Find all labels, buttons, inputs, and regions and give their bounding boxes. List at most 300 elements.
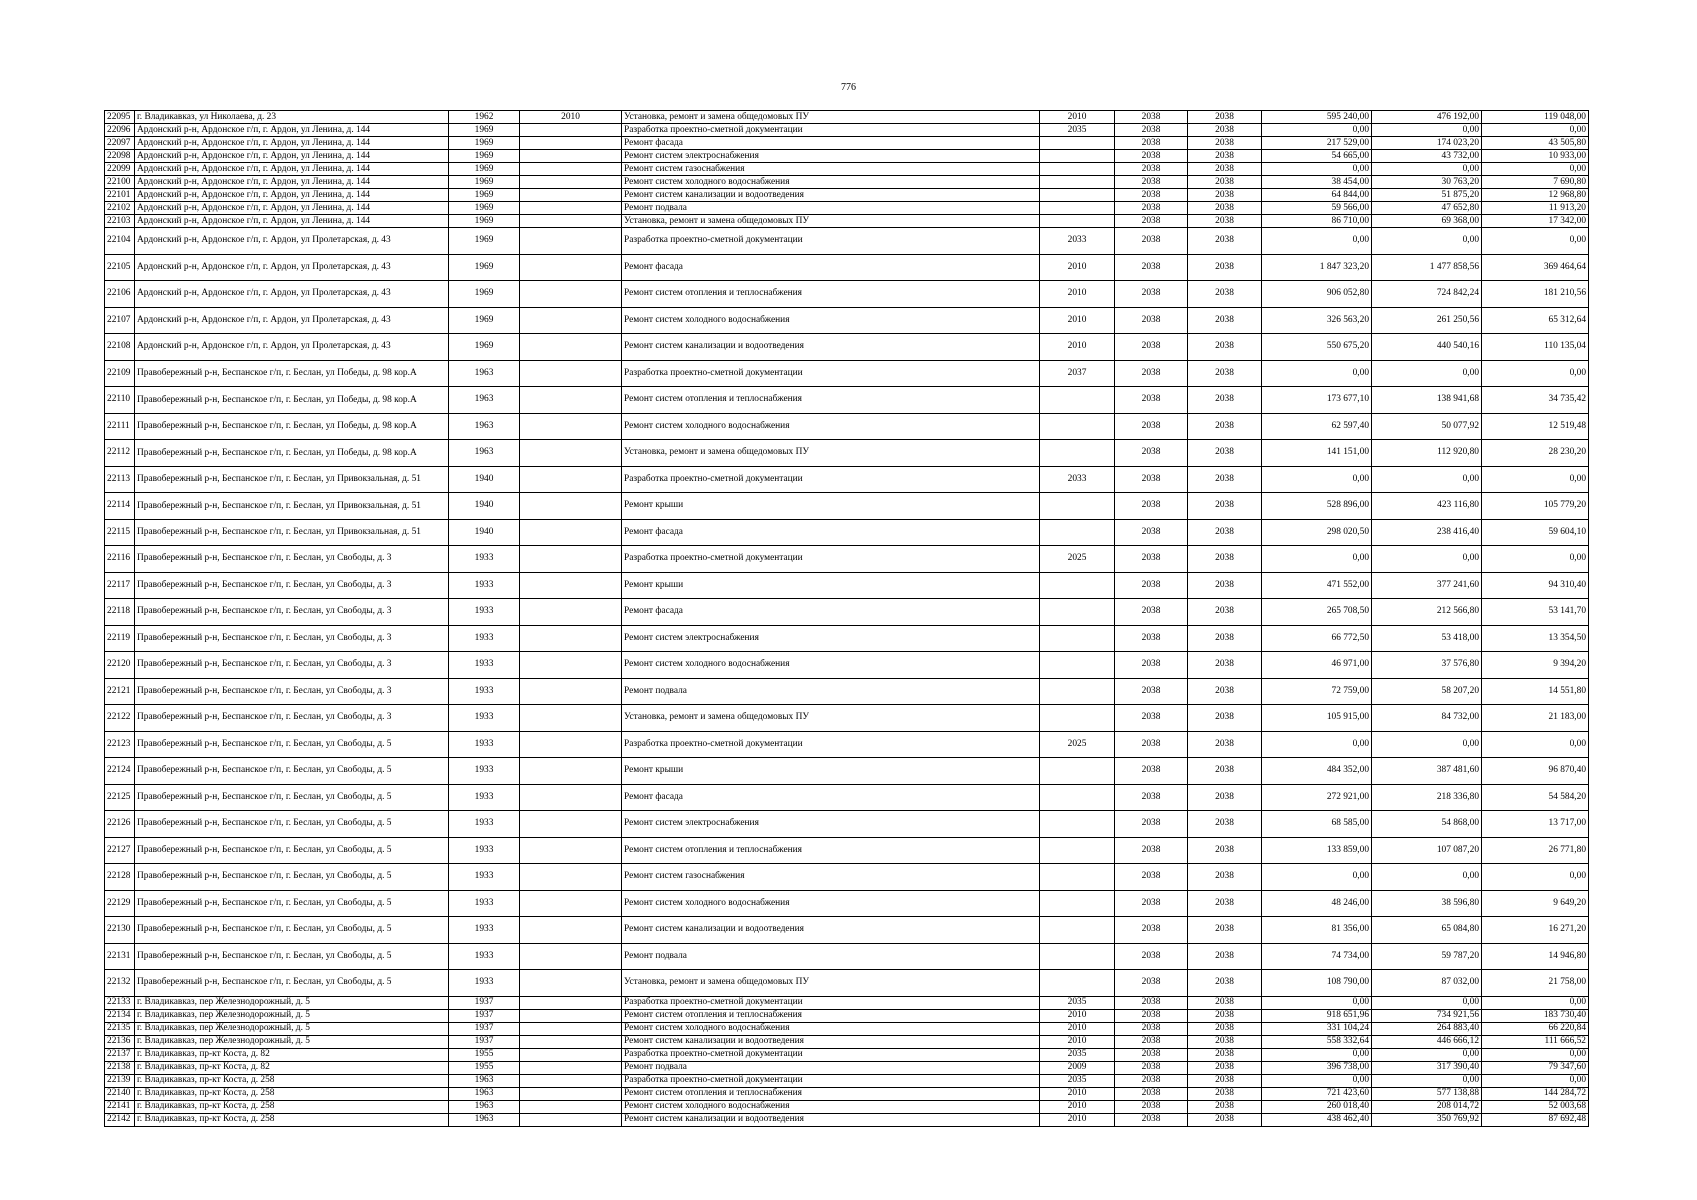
work-type-cell: Ремонт подвала [622, 1061, 1040, 1074]
planned-start-year-cell: 2038 [1115, 1061, 1188, 1074]
last-repair-year-cell [1040, 413, 1115, 440]
planned-end-year-cell: 2038 [1188, 572, 1262, 599]
work-type-cell: Разработка проектно-сметной документации [622, 124, 1040, 137]
planned-start-year-cell: 2038 [1115, 652, 1188, 679]
page-number: 776 [841, 82, 856, 93]
planned-start-year-cell: 2038 [1115, 864, 1188, 891]
fund-cost-cell: 174 023,20 [1372, 137, 1482, 150]
row-id-cell: 22112 [105, 440, 135, 467]
table-row [105, 493, 1589, 520]
commissioning-year-cell [520, 176, 622, 189]
total-cost-cell: 141 151,00 [1262, 440, 1372, 467]
total-cost-cell: 326 563,20 [1262, 307, 1372, 334]
planned-end-year-cell: 2038 [1188, 1074, 1262, 1087]
last-repair-year-cell [1040, 176, 1115, 189]
planned-end-year-cell: 2038 [1188, 943, 1262, 970]
address-cell: Правобережный р-н, Беспанское г/п, г. Беслан, ул Свободы, д. 3 [135, 572, 449, 599]
table-row [105, 124, 1589, 137]
commissioning-year-cell [520, 493, 622, 520]
last-repair-year-cell [1040, 150, 1115, 163]
total-cost-cell: 558 332,64 [1262, 1035, 1372, 1048]
fund-cost-cell: 377 241,60 [1372, 572, 1482, 599]
row-id-cell: 22100 [105, 176, 135, 189]
owners-cost-cell: 11 913,20 [1482, 202, 1589, 215]
owners-cost-cell: 0,00 [1482, 731, 1589, 758]
total-cost-cell: 105 915,00 [1262, 705, 1372, 732]
last-repair-year-cell [1040, 837, 1115, 864]
row-id-cell: 22136 [105, 1035, 135, 1048]
fund-cost-cell: 446 666,12 [1372, 1035, 1482, 1048]
commissioning-year-cell [520, 917, 622, 944]
address-cell: Правобережный р-н, Беспанское г/п, г. Беслан, ул Свободы, д. 3 [135, 652, 449, 679]
address-cell: Ардонский р-н, Ардонское г/п, г. Ардон, ул Ленина, д. 144 [135, 124, 449, 137]
owners-cost-cell: 10 933,00 [1482, 150, 1589, 163]
planned-end-year-cell: 2038 [1188, 1061, 1262, 1074]
build-year-cell: 1963 [449, 1113, 520, 1126]
total-cost-cell: 66 772,50 [1262, 625, 1372, 652]
work-type-cell: Ремонт систем отопления и теплоснабжения [622, 387, 1040, 414]
owners-cost-cell: 105 779,20 [1482, 493, 1589, 520]
table-row [105, 360, 1589, 387]
planned-end-year-cell: 2038 [1188, 864, 1262, 891]
fund-cost-cell: 724 842,24 [1372, 281, 1482, 308]
address-cell: г. Владикавказ, ул Николаева, д. 23 [135, 111, 449, 124]
last-repair-year-cell [1040, 440, 1115, 467]
commissioning-year-cell [520, 811, 622, 838]
commissioning-year-cell [520, 996, 622, 1009]
build-year-cell: 1933 [449, 572, 520, 599]
build-year-cell: 1963 [449, 387, 520, 414]
table-row [105, 864, 1589, 891]
work-type-cell: Ремонт систем отопления и теплоснабжения [622, 837, 1040, 864]
fund-cost-cell: 264 883,40 [1372, 1022, 1482, 1035]
address-cell: Ардонский р-н, Ардонское г/п, г. Ардон, ул Пролетарская, д. 43 [135, 334, 449, 361]
row-id-cell: 22123 [105, 731, 135, 758]
planned-end-year-cell: 2038 [1188, 996, 1262, 1009]
row-id-cell: 22117 [105, 572, 135, 599]
total-cost-cell: 331 104,24 [1262, 1022, 1372, 1035]
planned-start-year-cell: 2038 [1115, 111, 1188, 124]
planned-start-year-cell: 2038 [1115, 1035, 1188, 1048]
owners-cost-cell: 0,00 [1482, 163, 1589, 176]
table-row [105, 996, 1589, 1009]
commissioning-year-cell [520, 784, 622, 811]
row-id-cell: 22095 [105, 111, 135, 124]
total-cost-cell: 0,00 [1262, 1048, 1372, 1061]
planned-start-year-cell: 2038 [1115, 387, 1188, 414]
fund-cost-cell: 734 921,56 [1372, 1009, 1482, 1022]
fund-cost-cell: 387 481,60 [1372, 758, 1482, 785]
planned-end-year-cell: 2038 [1188, 124, 1262, 137]
row-id-cell: 22097 [105, 137, 135, 150]
table-row [105, 731, 1589, 758]
last-repair-year-cell [1040, 943, 1115, 970]
owners-cost-cell: 96 870,40 [1482, 758, 1589, 785]
owners-cost-cell: 0,00 [1482, 228, 1589, 255]
owners-cost-cell: 369 464,64 [1482, 254, 1589, 281]
address-cell: Правобережный р-н, Беспанское г/п, г. Беслан, ул Победы, д. 98 кор.А [135, 387, 449, 414]
address-cell: Правобережный р-н, Беспанское г/п, г. Беслан, ул Свободы, д. 3 [135, 599, 449, 626]
planned-end-year-cell: 2038 [1188, 228, 1262, 255]
planned-end-year-cell: 2038 [1188, 546, 1262, 573]
table-row [105, 758, 1589, 785]
table-row [105, 917, 1589, 944]
address-cell: г. Владикавказ, пр-кт Коста, д. 258 [135, 1100, 449, 1113]
work-type-cell: Установка, ремонт и замена общедомовых ПУ [622, 215, 1040, 228]
commissioning-year-cell [520, 254, 622, 281]
build-year-cell: 1962 [449, 111, 520, 124]
table-row [105, 943, 1589, 970]
commissioning-year-cell: 2010 [520, 111, 622, 124]
address-cell: Ардонский р-н, Ардонское г/п, г. Ардон, ул Ленина, д. 144 [135, 202, 449, 215]
planned-start-year-cell: 2038 [1115, 1009, 1188, 1022]
fund-cost-cell: 440 540,16 [1372, 334, 1482, 361]
owners-cost-cell: 34 735,42 [1482, 387, 1589, 414]
work-type-cell: Ремонт систем холодного водоснабжения [622, 890, 1040, 917]
planned-end-year-cell: 2038 [1188, 387, 1262, 414]
last-repair-year-cell [1040, 705, 1115, 732]
owners-cost-cell: 12 519,48 [1482, 413, 1589, 440]
owners-cost-cell: 0,00 [1482, 124, 1589, 137]
commissioning-year-cell [520, 1100, 622, 1113]
fund-cost-cell: 0,00 [1372, 360, 1482, 387]
commissioning-year-cell [520, 440, 622, 467]
planned-end-year-cell: 2038 [1188, 599, 1262, 626]
owners-cost-cell: 28 230,20 [1482, 440, 1589, 467]
owners-cost-cell: 119 048,00 [1482, 111, 1589, 124]
planned-end-year-cell: 2038 [1188, 731, 1262, 758]
total-cost-cell: 217 529,00 [1262, 137, 1372, 150]
planned-start-year-cell: 2038 [1115, 625, 1188, 652]
commissioning-year-cell [520, 1074, 622, 1087]
address-cell: г. Владикавказ, пер Железнодорожный, д. 5 [135, 1022, 449, 1035]
table-row [105, 519, 1589, 546]
address-cell: г. Владикавказ, пер Железнодорожный, д. 5 [135, 996, 449, 1009]
row-id-cell: 22126 [105, 811, 135, 838]
build-year-cell: 1933 [449, 599, 520, 626]
row-id-cell: 22124 [105, 758, 135, 785]
planned-start-year-cell: 2038 [1115, 811, 1188, 838]
row-id-cell: 22113 [105, 466, 135, 493]
owners-cost-cell: 94 310,40 [1482, 572, 1589, 599]
build-year-cell: 1940 [449, 519, 520, 546]
fund-cost-cell: 0,00 [1372, 1074, 1482, 1087]
planned-start-year-cell: 2038 [1115, 189, 1188, 202]
planned-end-year-cell: 2038 [1188, 837, 1262, 864]
planned-start-year-cell: 2038 [1115, 837, 1188, 864]
total-cost-cell: 173 677,10 [1262, 387, 1372, 414]
work-type-cell: Ремонт фасада [622, 519, 1040, 546]
work-type-cell: Ремонт систем холодного водоснабжения [622, 413, 1040, 440]
build-year-cell: 1933 [449, 678, 520, 705]
planned-start-year-cell: 2038 [1115, 678, 1188, 705]
commissioning-year-cell [520, 864, 622, 891]
fund-cost-cell: 238 416,40 [1372, 519, 1482, 546]
build-year-cell: 1969 [449, 150, 520, 163]
work-type-cell: Ремонт крыши [622, 493, 1040, 520]
work-type-cell: Ремонт систем канализации и водоотведения [622, 334, 1040, 361]
planned-start-year-cell: 2038 [1115, 943, 1188, 970]
work-type-cell: Ремонт фасада [622, 137, 1040, 150]
row-id-cell: 22131 [105, 943, 135, 970]
planned-start-year-cell: 2038 [1115, 254, 1188, 281]
total-cost-cell: 68 585,00 [1262, 811, 1372, 838]
table-row [105, 652, 1589, 679]
total-cost-cell: 38 454,00 [1262, 176, 1372, 189]
owners-cost-cell: 183 730,40 [1482, 1009, 1589, 1022]
build-year-cell: 1969 [449, 176, 520, 189]
table-row [105, 307, 1589, 334]
table-row [105, 440, 1589, 467]
planned-end-year-cell: 2038 [1188, 202, 1262, 215]
total-cost-cell: 64 844,00 [1262, 189, 1372, 202]
planned-start-year-cell: 2038 [1115, 176, 1188, 189]
row-id-cell: 22107 [105, 307, 135, 334]
planned-start-year-cell: 2038 [1115, 466, 1188, 493]
fund-cost-cell: 0,00 [1372, 1048, 1482, 1061]
row-id-cell: 22125 [105, 784, 135, 811]
table-row [105, 466, 1589, 493]
last-repair-year-cell [1040, 572, 1115, 599]
fund-cost-cell: 37 576,80 [1372, 652, 1482, 679]
table-row [105, 811, 1589, 838]
fund-cost-cell: 0,00 [1372, 466, 1482, 493]
planned-start-year-cell: 2038 [1115, 784, 1188, 811]
total-cost-cell: 0,00 [1262, 360, 1372, 387]
planned-end-year-cell: 2038 [1188, 360, 1262, 387]
address-cell: Ардонский р-н, Ардонское г/п, г. Ардон, ул Пролетарская, д. 43 [135, 281, 449, 308]
build-year-cell: 1933 [449, 731, 520, 758]
build-year-cell: 1969 [449, 334, 520, 361]
fund-cost-cell: 107 087,20 [1372, 837, 1482, 864]
table-row [105, 413, 1589, 440]
commissioning-year-cell [520, 625, 622, 652]
address-cell: Правобережный р-н, Беспанское г/п, г. Беслан, ул Свободы, д. 3 [135, 705, 449, 732]
last-repair-year-cell: 2010 [1040, 1087, 1115, 1100]
fund-cost-cell: 65 084,80 [1372, 917, 1482, 944]
owners-cost-cell: 0,00 [1482, 1074, 1589, 1087]
table-row [105, 281, 1589, 308]
fund-cost-cell: 350 769,92 [1372, 1113, 1482, 1126]
build-year-cell: 1937 [449, 1009, 520, 1022]
commissioning-year-cell [520, 1061, 622, 1074]
table-row [105, 334, 1589, 361]
table-row [105, 705, 1589, 732]
address-cell: Правобережный р-н, Беспанское г/п, г. Беслан, ул Свободы, д. 5 [135, 970, 449, 997]
last-repair-year-cell: 2037 [1040, 360, 1115, 387]
owners-cost-cell: 43 505,80 [1482, 137, 1589, 150]
work-type-cell: Ремонт систем канализации и водоотведения [622, 1035, 1040, 1048]
build-year-cell: 1937 [449, 1035, 520, 1048]
last-repair-year-cell [1040, 599, 1115, 626]
fund-cost-cell: 0,00 [1372, 996, 1482, 1009]
total-cost-cell: 0,00 [1262, 546, 1372, 573]
last-repair-year-cell: 2010 [1040, 281, 1115, 308]
work-type-cell: Разработка проектно-сметной документации [622, 546, 1040, 573]
row-id-cell: 22141 [105, 1100, 135, 1113]
commissioning-year-cell [520, 1022, 622, 1035]
work-type-cell: Ремонт систем отопления и теплоснабжения [622, 1009, 1040, 1022]
commissioning-year-cell [520, 189, 622, 202]
commissioning-year-cell [520, 678, 622, 705]
table-row [105, 1100, 1589, 1113]
row-id-cell: 22121 [105, 678, 135, 705]
planned-end-year-cell: 2038 [1188, 678, 1262, 705]
row-id-cell: 22119 [105, 625, 135, 652]
last-repair-year-cell: 2033 [1040, 228, 1115, 255]
total-cost-cell: 298 020,50 [1262, 519, 1372, 546]
commissioning-year-cell [520, 387, 622, 414]
total-cost-cell: 260 018,40 [1262, 1100, 1372, 1113]
commissioning-year-cell [520, 1035, 622, 1048]
address-cell: Ардонский р-н, Ардонское г/п, г. Ардон, ул Пролетарская, д. 43 [135, 307, 449, 334]
commissioning-year-cell [520, 546, 622, 573]
last-repair-year-cell: 2025 [1040, 546, 1115, 573]
work-type-cell: Ремонт крыши [622, 572, 1040, 599]
planned-end-year-cell: 2038 [1188, 307, 1262, 334]
last-repair-year-cell: 2035 [1040, 124, 1115, 137]
owners-cost-cell: 16 271,20 [1482, 917, 1589, 944]
last-repair-year-cell [1040, 917, 1115, 944]
table-row [105, 572, 1589, 599]
fund-cost-cell: 261 250,56 [1372, 307, 1482, 334]
total-cost-cell: 0,00 [1262, 1074, 1372, 1087]
last-repair-year-cell: 2033 [1040, 466, 1115, 493]
work-type-cell: Ремонт подвала [622, 678, 1040, 705]
commissioning-year-cell [520, 307, 622, 334]
planned-end-year-cell: 2038 [1188, 413, 1262, 440]
work-type-cell: Ремонт фасада [622, 254, 1040, 281]
work-type-cell: Ремонт систем отопления и теплоснабжения [622, 281, 1040, 308]
row-id-cell: 22118 [105, 599, 135, 626]
work-type-cell: Ремонт систем канализации и водоотведения [622, 1113, 1040, 1126]
table-row [105, 387, 1589, 414]
address-cell: Правобережный р-н, Беспанское г/п, г. Беслан, ул Свободы, д. 5 [135, 864, 449, 891]
last-repair-year-cell [1040, 784, 1115, 811]
repair-registry-table [104, 110, 1589, 1127]
table-row [105, 137, 1589, 150]
work-type-cell: Ремонт крыши [622, 758, 1040, 785]
build-year-cell: 1933 [449, 784, 520, 811]
planned-end-year-cell: 2038 [1188, 784, 1262, 811]
total-cost-cell: 0,00 [1262, 864, 1372, 891]
build-year-cell: 1969 [449, 281, 520, 308]
row-id-cell: 22129 [105, 890, 135, 917]
commissioning-year-cell [520, 890, 622, 917]
table-row [105, 1061, 1589, 1074]
owners-cost-cell: 9 649,20 [1482, 890, 1589, 917]
fund-cost-cell: 69 368,00 [1372, 215, 1482, 228]
planned-end-year-cell: 2038 [1188, 890, 1262, 917]
planned-end-year-cell: 2038 [1188, 705, 1262, 732]
last-repair-year-cell [1040, 758, 1115, 785]
row-id-cell: 22135 [105, 1022, 135, 1035]
commissioning-year-cell [520, 705, 622, 732]
owners-cost-cell: 0,00 [1482, 360, 1589, 387]
planned-start-year-cell: 2038 [1115, 1087, 1188, 1100]
build-year-cell: 1969 [449, 189, 520, 202]
planned-end-year-cell: 2038 [1188, 519, 1262, 546]
table-row [105, 215, 1589, 228]
build-year-cell: 1940 [449, 466, 520, 493]
last-repair-year-cell: 2010 [1040, 1009, 1115, 1022]
address-cell: Правобережный р-н, Беспанское г/п, г. Беслан, ул Победы, д. 98 кор.А [135, 360, 449, 387]
last-repair-year-cell [1040, 890, 1115, 917]
owners-cost-cell: 0,00 [1482, 466, 1589, 493]
work-type-cell: Ремонт систем отопления и теплоснабжения [622, 1087, 1040, 1100]
last-repair-year-cell: 2035 [1040, 996, 1115, 1009]
fund-cost-cell: 30 763,20 [1372, 176, 1482, 189]
registry-body [105, 111, 1589, 1127]
work-type-cell: Ремонт систем электроснабжения [622, 811, 1040, 838]
table-row [105, 890, 1589, 917]
planned-start-year-cell: 2038 [1115, 360, 1188, 387]
fund-cost-cell: 0,00 [1372, 124, 1482, 137]
address-cell: г. Владикавказ, пр-кт Коста, д. 82 [135, 1061, 449, 1074]
address-cell: Ардонский р-н, Ардонское г/п, г. Ардон, ул Пролетарская, д. 43 [135, 228, 449, 255]
planned-end-year-cell: 2038 [1188, 1035, 1262, 1048]
build-year-cell: 1937 [449, 1022, 520, 1035]
work-type-cell: Разработка проектно-сметной документации [622, 731, 1040, 758]
row-id-cell: 22142 [105, 1113, 135, 1126]
planned-start-year-cell: 2038 [1115, 996, 1188, 1009]
commissioning-year-cell [520, 943, 622, 970]
last-repair-year-cell: 2010 [1040, 1100, 1115, 1113]
fund-cost-cell: 84 732,00 [1372, 705, 1482, 732]
owners-cost-cell: 21 758,00 [1482, 970, 1589, 997]
planned-end-year-cell: 2038 [1188, 652, 1262, 679]
fund-cost-cell: 0,00 [1372, 163, 1482, 176]
build-year-cell: 1969 [449, 202, 520, 215]
row-id-cell: 22115 [105, 519, 135, 546]
row-id-cell: 22102 [105, 202, 135, 215]
planned-start-year-cell: 2038 [1115, 215, 1188, 228]
total-cost-cell: 48 246,00 [1262, 890, 1372, 917]
planned-end-year-cell: 2038 [1188, 163, 1262, 176]
build-year-cell: 1969 [449, 228, 520, 255]
last-repair-year-cell [1040, 163, 1115, 176]
owners-cost-cell: 0,00 [1482, 864, 1589, 891]
table-row [105, 625, 1589, 652]
build-year-cell: 1933 [449, 758, 520, 785]
build-year-cell: 1955 [449, 1048, 520, 1061]
planned-end-year-cell: 2038 [1188, 281, 1262, 308]
total-cost-cell: 918 651,96 [1262, 1009, 1372, 1022]
work-type-cell: Ремонт систем холодного водоснабжения [622, 176, 1040, 189]
work-type-cell: Ремонт систем газоснабжения [622, 864, 1040, 891]
commissioning-year-cell [520, 202, 622, 215]
build-year-cell: 1933 [449, 546, 520, 573]
planned-start-year-cell: 2038 [1115, 150, 1188, 163]
owners-cost-cell: 66 220,84 [1482, 1022, 1589, 1035]
address-cell: Правобережный р-н, Беспанское г/п, г. Беслан, ул Свободы, д. 3 [135, 625, 449, 652]
owners-cost-cell: 53 141,70 [1482, 599, 1589, 626]
table-row [105, 1022, 1589, 1035]
planned-start-year-cell: 2038 [1115, 519, 1188, 546]
address-cell: Ардонский р-н, Ардонское г/п, г. Ардон, ул Ленина, д. 144 [135, 189, 449, 202]
planned-start-year-cell: 2038 [1115, 440, 1188, 467]
address-cell: Правобережный р-н, Беспанское г/п, г. Беслан, ул Свободы, д. 5 [135, 917, 449, 944]
commissioning-year-cell [520, 1113, 622, 1126]
fund-cost-cell: 50 077,92 [1372, 413, 1482, 440]
table-row [105, 163, 1589, 176]
build-year-cell: 1940 [449, 493, 520, 520]
address-cell: Правобережный р-н, Беспанское г/п, г. Беслан, ул Победы, д. 98 кор.А [135, 440, 449, 467]
table-row [105, 1113, 1589, 1126]
build-year-cell: 1969 [449, 254, 520, 281]
build-year-cell: 1933 [449, 705, 520, 732]
planned-start-year-cell: 2038 [1115, 890, 1188, 917]
